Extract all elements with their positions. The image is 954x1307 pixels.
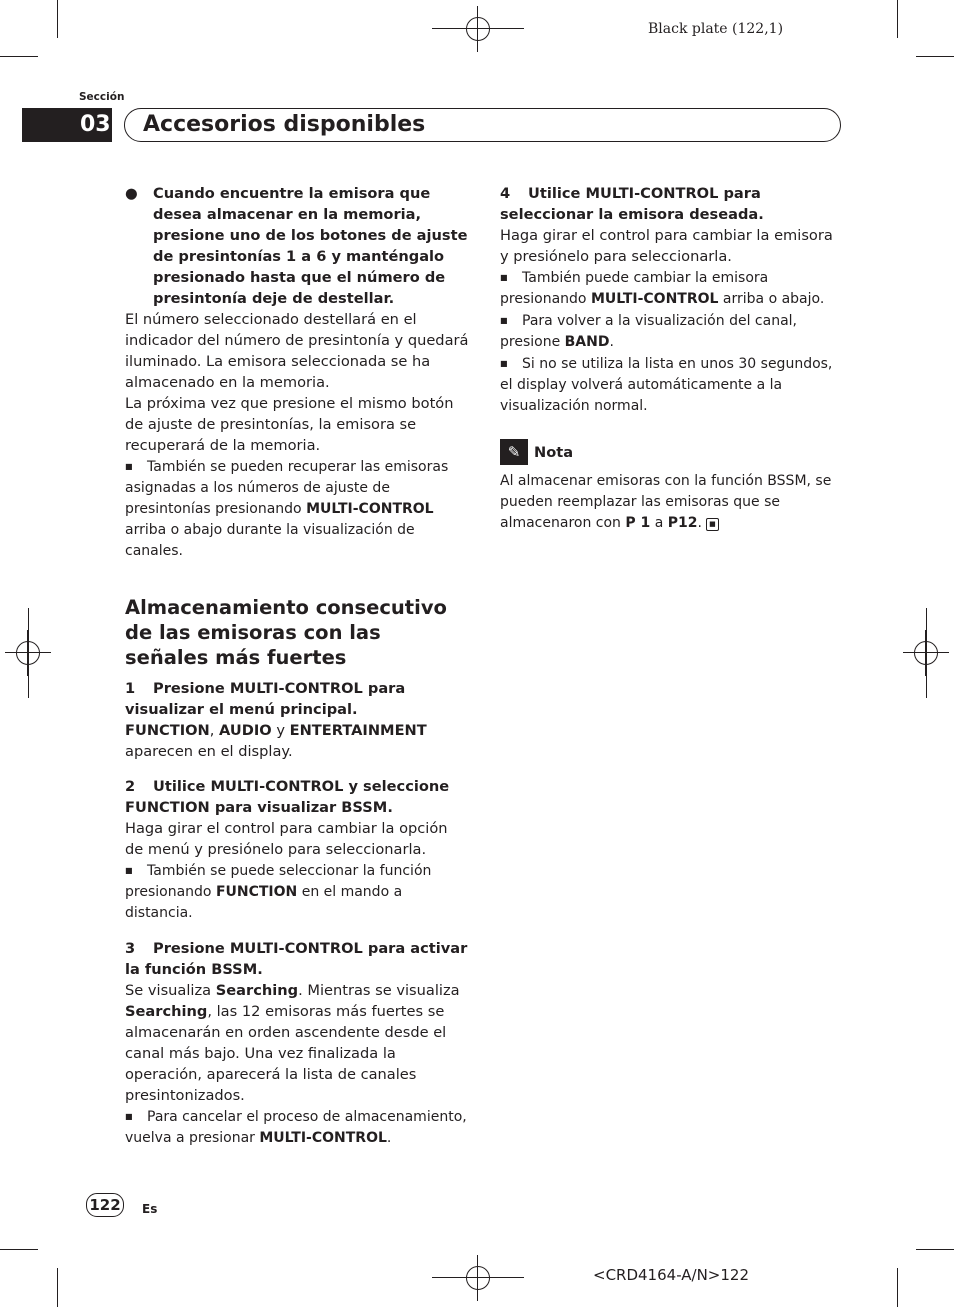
page-number: 122	[86, 1193, 124, 1217]
paragraph: FUNCTION, AUDIO y ENTERTAINMENT aparecen en el display.	[125, 722, 427, 760]
paragraph: Haga girar el control para cambiar la opción de menú y presiónelo para seleccionarla.	[125, 820, 448, 858]
note-item: ■ También se puede seleccionar la función presionando FUNCTION en el mando a distancia.	[125, 860, 470, 924]
section-number: 03	[22, 108, 112, 142]
nota-header	[500, 439, 843, 465]
crop-mark	[897, 1268, 898, 1307]
nota-label: Nota	[534, 443, 574, 461]
paragraph: El número seleccionado destellará en el indicador del número de presintonía y quedará iluminado. La emisora seleccionada se ha almacenado en la memoria.	[125, 311, 469, 391]
square-bullet-icon: ■	[500, 359, 508, 368]
crop-mark	[0, 56, 38, 57]
section-heading: Almacenamiento consecutivo de las emisoras con las señales más fuertes	[125, 596, 447, 669]
crop-mark	[916, 56, 954, 57]
pencil-icon: ✎	[500, 439, 528, 465]
section-title: Accesorios disponibles	[143, 112, 426, 137]
left-column	[125, 183, 470, 1149]
crop-mark	[57, 0, 58, 38]
note-item: ■ También se pueden recuperar las emisoras asignadas a los números de ajuste de presintonías presionando MULTI-CONTROL arriba o abajo durante la visualización de canales.	[125, 456, 470, 562]
note-item: ■ Para cancelar el proceso de almacenamiento, vuelva a presionar MULTI-CONTROL.	[125, 1106, 470, 1149]
end-mark-icon: ■	[706, 518, 719, 531]
right-column	[500, 183, 843, 534]
section-label: Sección	[79, 91, 125, 103]
square-bullet-icon: ■	[500, 273, 508, 282]
note-item: ■ Para volver a la visualización del canal, presione BAND.	[500, 310, 843, 353]
circle-bullet-icon: ●	[125, 185, 138, 202]
registration-mark-bottom	[432, 1255, 524, 1301]
crop-mark	[28, 608, 29, 698]
square-bullet-icon: ■	[500, 316, 508, 325]
paragraph: Se visualiza Searching. Mientras se visualiza Searching, las 12 emisoras más fuertes se almacenarán en orden ascendente desde el canal más bajo. Una vez finalizada la operación, aparecerá la lista de canales presintonizados.	[125, 982, 460, 1104]
step-heading: 3 Presione MULTI-CONTROL para activar la función BSSM.	[125, 940, 468, 978]
registration-mark-top	[432, 6, 524, 52]
square-bullet-icon: ■	[125, 1112, 133, 1121]
crop-mark	[926, 608, 927, 698]
step-heading: 4 Utilice MULTI-CONTROL para seleccionar la emisora deseada.	[500, 185, 764, 223]
note-item: ■ Si no se utiliza la lista en unos 30 segundos, el display volverá automáticamente a la visualización normal.	[500, 353, 843, 417]
crop-mark	[916, 1249, 954, 1250]
step-heading: 2 Utilice MULTI-CONTROL y seleccione FUNCTION para visualizar BSSM.	[125, 778, 450, 816]
paragraph: La próxima vez que presione el mismo botón de ajuste de presintonías, la emisora se recuperará de la memoria.	[125, 395, 454, 454]
note-item: ■ También puede cambiar la emisora presionando MULTI-CONTROL arriba o abajo.	[500, 267, 843, 310]
crop-mark	[57, 1268, 58, 1307]
nota-text: Al almacenar emisoras con la función BSSM, se pueden reemplazar las emisoras que se almacenaron con P 1 a P12. ■	[500, 473, 832, 531]
bullet-heading: ● Cuando encuentre la emisora que desea almacenar en la memoria, presione uno de los botones de ajuste de presintonías 1 a 6 y manténgalo presionado hasta que el número de presintonía deje de destellar.	[125, 185, 468, 307]
black-plate-label: Black plate (122,1)	[648, 21, 784, 37]
step-heading: 1 Presione MULTI-CONTROL para visualizar el menú principal.	[125, 680, 406, 718]
language-code: Es	[142, 1202, 158, 1216]
crop-mark	[0, 1249, 38, 1250]
paragraph: Haga girar el control para cambiar la emisora y presiónelo para seleccionarla.	[500, 227, 833, 265]
crop-mark	[897, 0, 898, 38]
document-code: <CRD4164-A/N>122	[593, 1266, 750, 1284]
square-bullet-icon: ■	[125, 462, 133, 471]
square-bullet-icon: ■	[125, 866, 133, 875]
